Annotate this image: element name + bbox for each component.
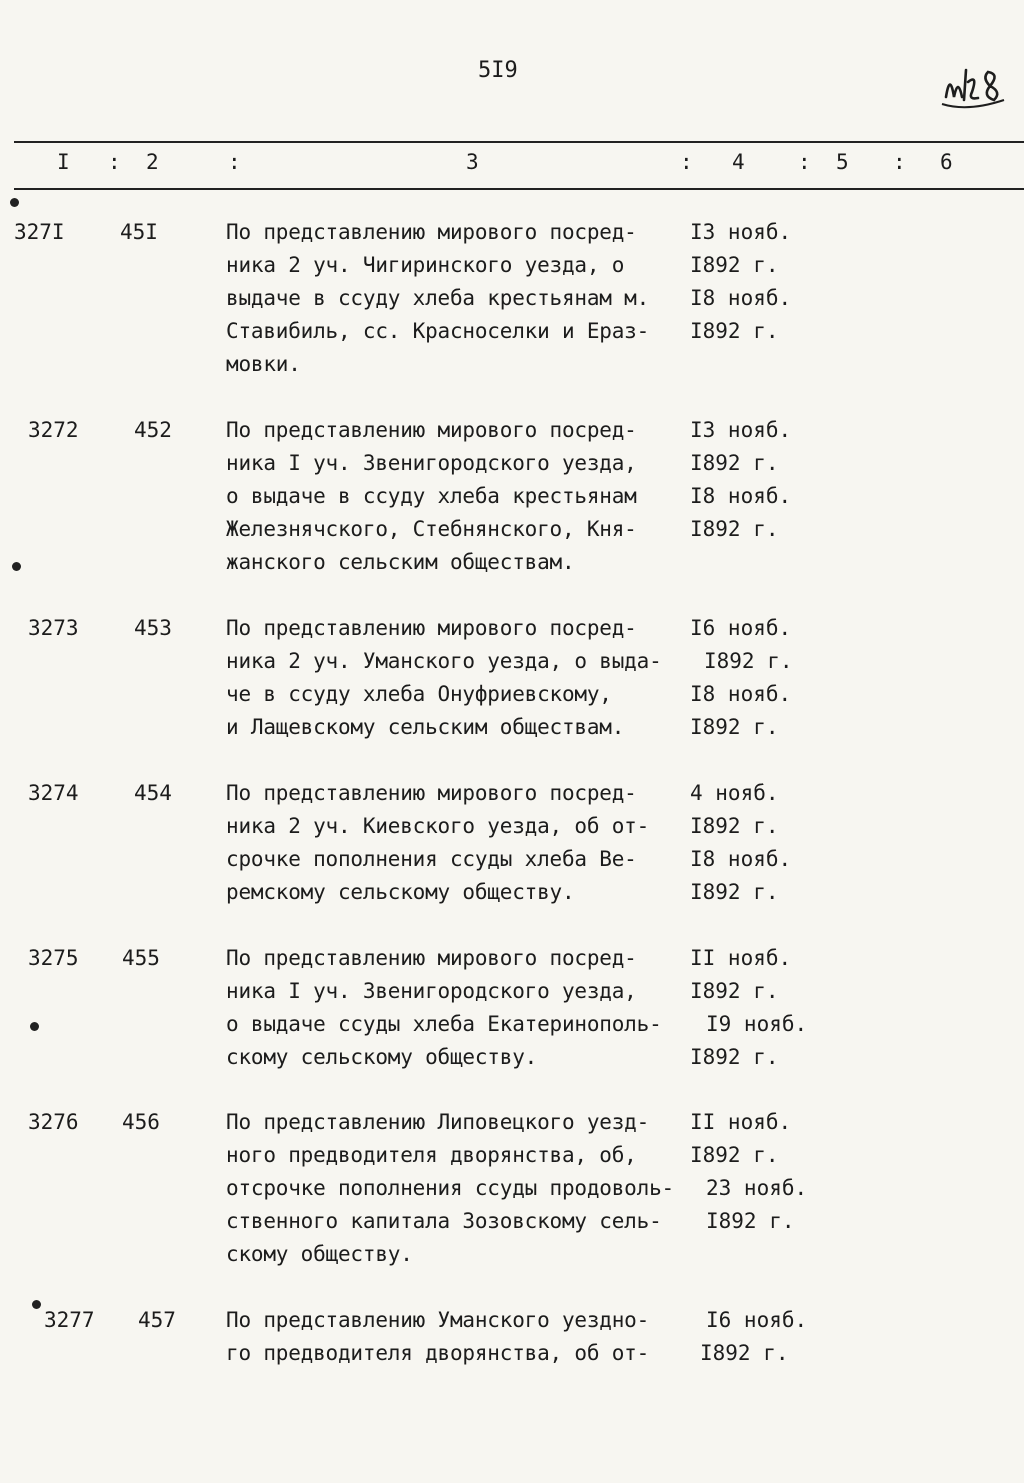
description-line: мовки. (226, 352, 301, 376)
description-line: По представлению мирового посред- (226, 946, 637, 970)
punch-mark (12, 562, 21, 571)
col-head-5: 5 (836, 150, 849, 174)
page-number: 5I9 (478, 58, 518, 83)
col-sep: : (798, 150, 811, 174)
file-number: 457 (138, 1308, 176, 1332)
description-line: отсрочке пополнения ссуды продоволь- (226, 1176, 674, 1200)
date-start: II нояб. (690, 946, 792, 970)
date-end: 23 нояб. (706, 1176, 808, 1200)
description-line: и Лащевскому сельским обществам. (226, 715, 625, 739)
description-line: го предводителя дворянства, об от- (226, 1341, 650, 1365)
col-sep: : (680, 150, 693, 174)
date-end-year: I892 г. (690, 1045, 779, 1069)
description-line: выдаче в ссуду хлеба крестьянам м. (226, 286, 650, 310)
col-head-3: 3 (466, 150, 479, 174)
description-line: ного предводителя дворянства, об, (226, 1143, 637, 1167)
record-number: 327I (14, 220, 65, 244)
description-line: По представлению мирового посред- (226, 781, 637, 805)
description-line: Железнячского, Стебнянского, Кня- (226, 517, 637, 541)
description-line: ника 2 уч. Уманского уезда, о выда- (226, 649, 662, 673)
date-end-year: I892 г. (690, 319, 779, 343)
date-end-year: I892 г. (690, 715, 779, 739)
date-start: 4 нояб. (690, 781, 779, 805)
description-line: ственного капитала Зозовскому сель- (226, 1209, 662, 1233)
date-start-year: I892 г. (690, 1143, 779, 1167)
date-start: I6 нояб. (706, 1308, 808, 1332)
date-start: I3 нояб. (690, 220, 792, 244)
description-line: срочке пополнения ссуды хлеба Ве- (226, 847, 637, 871)
col-head-2: 2 (146, 150, 159, 174)
punch-mark (30, 1022, 39, 1031)
file-number: 45I (120, 220, 158, 244)
date-start-year: I892 г. (690, 253, 779, 277)
date-start: II нояб. (690, 1110, 792, 1134)
description-line: скому сельскому обществу. (226, 1045, 538, 1069)
punch-mark (32, 1300, 41, 1309)
record-number: 3273 (28, 616, 79, 640)
col-head-6: 6 (940, 150, 953, 174)
description-line: По представлению мирового посред- (226, 418, 637, 442)
file-number: 452 (134, 418, 172, 442)
description-line: жанского сельским обществам. (226, 550, 575, 574)
col-sep: : (108, 150, 121, 174)
file-number: 456 (122, 1110, 160, 1134)
handwritten-folio-mark (938, 52, 1008, 122)
table-top-rule (14, 141, 1024, 143)
description-line: ника 2 уч. Чигиринского уезда, о (226, 253, 625, 277)
description-line: По представлению мирового посред- (226, 616, 637, 640)
file-number: 454 (134, 781, 172, 805)
record-number: 3276 (28, 1110, 79, 1134)
description-line: По представлению Липовецкого уезд- (226, 1110, 650, 1134)
date-end: I8 нояб. (690, 484, 792, 508)
table-header-rule (14, 188, 1024, 190)
date-start: I6 нояб. (690, 616, 792, 640)
date-start-year: I892 г. (690, 814, 779, 838)
record-number: 3275 (28, 946, 79, 970)
date-end-year: I892 г. (690, 517, 779, 541)
date-start-year: I892 г. (700, 1341, 789, 1365)
date-start-year: I892 г. (690, 979, 779, 1003)
description-line: о выдаче ссуды хлеба Екатеринополь- (226, 1012, 662, 1036)
description-line: ремскому сельскому обществу. (226, 880, 575, 904)
record-number: 3277 (44, 1308, 95, 1332)
date-start-year: I892 г. (690, 451, 779, 475)
date-end: I8 нояб. (690, 286, 792, 310)
record-number: 3274 (28, 781, 79, 805)
date-start-year: I892 г. (704, 649, 793, 673)
date-start: I3 нояб. (690, 418, 792, 442)
description-line: Ставибиль, сс. Красноселки и Ераз- (226, 319, 650, 343)
col-head-1: I (57, 150, 70, 174)
handwritten-folio-icon (938, 52, 1008, 122)
file-number: 455 (122, 946, 160, 970)
description-line: че в ссуду хлеба Онуфриевскому, (226, 682, 612, 706)
description-line: ника I уч. Звенигородского уезда, (226, 451, 637, 475)
description-line: о выдаче в ссуду хлеба крестьянам (226, 484, 637, 508)
date-end: I8 нояб. (690, 847, 792, 871)
description-line: ника I уч. Звенигородского уезда, (226, 979, 637, 1003)
description-line: По представлению Уманского уездно- (226, 1308, 650, 1332)
file-number: 453 (134, 616, 172, 640)
description-line: По представлению мирового посред- (226, 220, 637, 244)
col-sep: : (228, 150, 241, 174)
record-number: 3272 (28, 418, 79, 442)
date-end-year: I892 г. (706, 1209, 795, 1233)
date-end-year: I892 г. (690, 880, 779, 904)
description-line: ника 2 уч. Киевского уезда, об от- (226, 814, 650, 838)
date-end: I8 нояб. (690, 682, 792, 706)
date-end: I9 нояб. (706, 1012, 808, 1036)
col-sep: : (893, 150, 906, 174)
col-head-4: 4 (732, 150, 745, 174)
description-line: скому обществу. (226, 1242, 413, 1266)
punch-mark (10, 198, 19, 207)
